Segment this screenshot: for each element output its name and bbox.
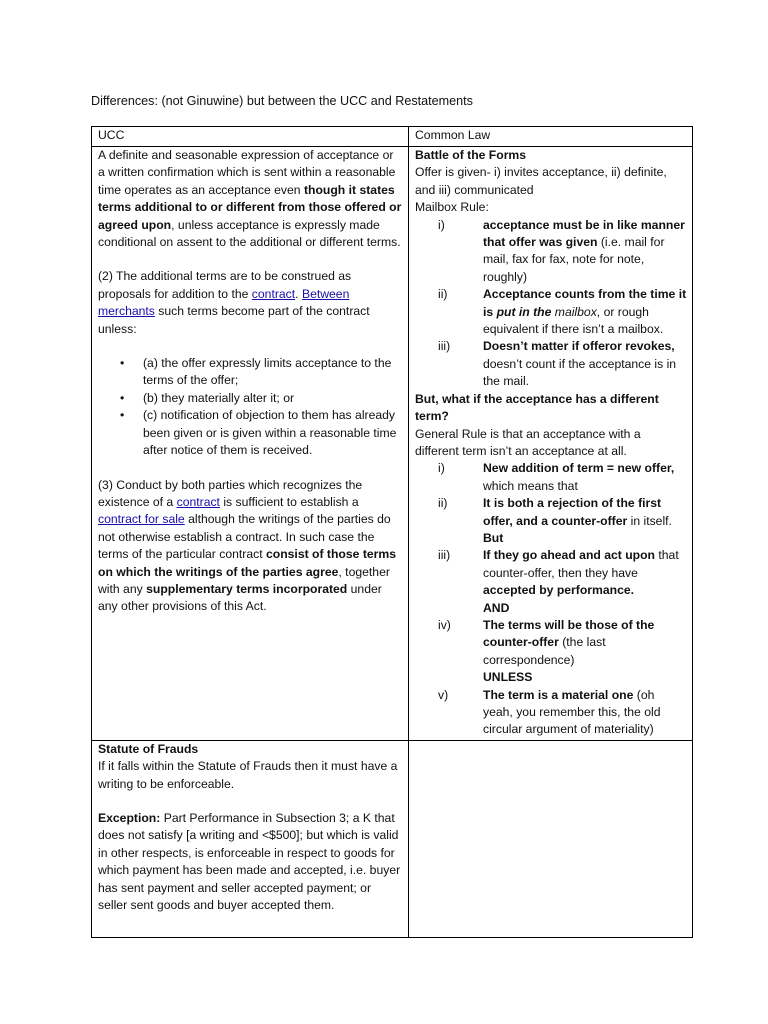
list-item bbox=[415, 338, 687, 390]
statute-line: If it falls within the Statute of Frauds then it must have a writing to be enforceable. bbox=[98, 759, 398, 791]
list-text bbox=[483, 338, 687, 390]
ucc-p3-text-mid: is sufficient to establish a bbox=[219, 494, 359, 509]
list-rest: which means that bbox=[483, 478, 578, 493]
list-bold-italic: put in the bbox=[496, 304, 552, 319]
ucc-p3-text: (3) Conduct by both parties which recognizes the existence of a bbox=[98, 477, 363, 509]
ucc-p3-text-mid2: although the writings of the parties do not otherwise establish a contract. In such case the terms of the particular contract bbox=[98, 512, 391, 562]
offer-text: Offer is given- i) invites acceptance, ii) definite, and iii) communicated bbox=[415, 165, 667, 197]
list-text bbox=[483, 286, 687, 338]
bullet-text: (b) they materially alter it; or bbox=[143, 390, 295, 405]
table-row-acceptance bbox=[92, 147, 693, 741]
contract-link[interactable]: contract bbox=[251, 286, 296, 301]
list-item bbox=[415, 617, 687, 669]
ucc-p3-text-mid3: , together with any bbox=[98, 564, 390, 596]
list-bold-end: accepted by performance. bbox=[483, 583, 635, 598]
table-row-statute bbox=[92, 740, 693, 937]
common-law-cell bbox=[409, 147, 693, 741]
ucc-paragraph-2 bbox=[98, 268, 403, 338]
list-item bbox=[98, 355, 403, 390]
connector-unless: UNLESS bbox=[483, 670, 533, 685]
connector-and: AND bbox=[483, 600, 510, 615]
contract-link[interactable]: contract bbox=[176, 494, 220, 509]
list-item bbox=[98, 407, 403, 459]
comparison-table bbox=[91, 126, 693, 938]
list-item bbox=[415, 547, 687, 599]
list-text bbox=[483, 460, 687, 495]
list-rest: (the last correspondence) bbox=[483, 635, 606, 667]
list-text bbox=[483, 687, 687, 739]
ucc-paragraph-1 bbox=[98, 147, 403, 251]
list-number: ii) bbox=[438, 287, 448, 302]
ucc-p2-sep: . bbox=[295, 286, 302, 301]
ucc-p3-bold2: supplementary terms incorporated bbox=[146, 581, 348, 596]
ucc-p3-text-end: under any other provisions of this Act. bbox=[98, 581, 382, 614]
ucc-p3-bold: consist of those terms on which the writings of the parties agree bbox=[98, 547, 397, 579]
list-rest: that counter-offer, then they have bbox=[483, 548, 679, 580]
document-title: Differences: (not Ginuwine) but between the UCC and Restatements bbox=[91, 94, 473, 108]
list-bold: acceptance must be in like manner that offer was given bbox=[483, 217, 685, 250]
bullet-icon: • bbox=[120, 390, 125, 405]
list-bold: If they go ahead and act upon bbox=[483, 548, 655, 563]
list-number: i) bbox=[438, 461, 445, 476]
statute-cell bbox=[92, 740, 409, 937]
list-text bbox=[483, 547, 687, 599]
list-item bbox=[415, 495, 687, 530]
list-number: i) bbox=[438, 217, 445, 232]
list-rest: in itself. bbox=[627, 513, 672, 528]
list-number: iii) bbox=[438, 548, 451, 563]
list-bold: The term is a material one bbox=[483, 687, 634, 702]
ucc-paragraph-3 bbox=[98, 477, 403, 616]
header-common-law: Common Law bbox=[409, 127, 693, 147]
mailbox-heading: Mailbox Rule: bbox=[415, 200, 489, 215]
different-term-question: But, what if the acceptance has a different term? bbox=[415, 391, 659, 424]
list-rest: (oh yeah, you remember this, the old circular argument of materiality) bbox=[483, 687, 661, 737]
list-bold: It is both a rejection of the first offer, and a counter-offer bbox=[483, 496, 662, 528]
ucc-p1-text-end: , unless acceptance is expressly made conditional on assent to the additional or different terms. bbox=[98, 217, 401, 250]
ucc-p1-text: A definite and seasonable expression of acceptance or a written confirmation which is sent within a reasonable time operates as an acceptance even bbox=[98, 148, 396, 197]
ucc-p2-text: (2) The additional terms are to be construed as proposals for addition to the bbox=[98, 269, 352, 301]
list-text bbox=[483, 495, 687, 530]
list-number: iii) bbox=[438, 339, 451, 354]
exception-text: Part Performance in Subsection 3; a K that does not satisfy [a writing and <$500]; but which is valid in other respects, is enforceable in respect to goods for which payment has been made and accepted, i.e. buyer has sent payment and seller accepted payment; or seller sent goods and buyer accepted them. bbox=[98, 811, 401, 913]
list-item bbox=[98, 390, 403, 407]
bullet-text: (a) the offer expressly limits acceptance to the terms of the offer; bbox=[143, 356, 392, 388]
bullet-icon: • bbox=[120, 356, 125, 371]
list-text bbox=[483, 217, 687, 287]
header-ucc: UCC bbox=[92, 127, 409, 147]
list-rest: (i.e. mail for mail, fax for fax, note for note, roughly) bbox=[483, 235, 665, 284]
list-rest: , or rough equivalent if there isn’t a mailbox. bbox=[483, 304, 664, 337]
list-rest: doesn’t count if the acceptance is in the mail. bbox=[483, 356, 677, 389]
list-number: iv) bbox=[438, 617, 451, 632]
connector-but: But bbox=[483, 530, 504, 545]
list-text bbox=[483, 617, 687, 669]
list-bold: The terms will be those of the counter-offer bbox=[483, 617, 655, 650]
list-item bbox=[415, 460, 687, 495]
list-bold: Doesn’t matter if offeror revokes, bbox=[483, 339, 675, 354]
statute-heading: Statute of Frauds bbox=[98, 741, 199, 756]
list-item bbox=[415, 286, 687, 338]
ucc-cell bbox=[92, 147, 409, 741]
ucc-p2-text-end: such terms become part of the contract unless: bbox=[98, 304, 370, 336]
list-number: ii) bbox=[438, 496, 448, 511]
list-italic: mailbox bbox=[551, 304, 597, 319]
bullet-text: (c) notification of objection to them has already been given or is given within a reasonable time after notice of them is received. bbox=[143, 408, 397, 458]
statute-exception bbox=[98, 810, 403, 914]
battle-of-forms-heading: Battle of the Forms bbox=[415, 148, 527, 162]
list-bold: New addition of term = new offer, bbox=[483, 461, 675, 476]
exception-label: Exception: bbox=[98, 811, 161, 826]
list-item bbox=[415, 217, 687, 287]
ucc-p1-bold: though it states terms additional to or different from those offered or agreed upon bbox=[98, 182, 402, 232]
bullet-icon: • bbox=[120, 408, 125, 423]
ucc-bullet-list bbox=[98, 355, 403, 459]
general-rule-text: General Rule is that an acceptance with a different term isn’t an acceptance at all. bbox=[415, 426, 641, 458]
list-item bbox=[415, 687, 687, 739]
table-header-row bbox=[92, 127, 693, 147]
between-merchants-link[interactable]: Between merchants bbox=[98, 286, 350, 319]
contract-for-sale-link[interactable]: contract for sale bbox=[98, 512, 185, 527]
list-bold: Acceptance counts from the time it is bbox=[483, 287, 687, 319]
statute-empty-cell bbox=[409, 740, 693, 937]
list-number: v) bbox=[438, 687, 449, 702]
